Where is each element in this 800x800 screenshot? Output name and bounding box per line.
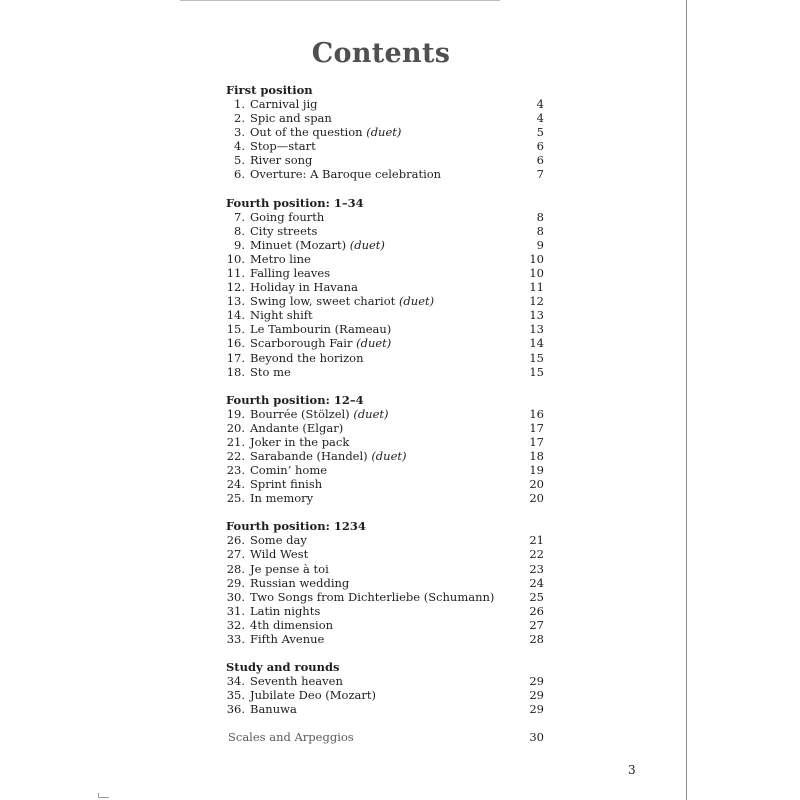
entry-number: 7. (234, 209, 245, 224)
entry-title-text: Stop—start (250, 139, 316, 154)
entry-title (250, 308, 313, 322)
toc-entry (226, 97, 546, 111)
entry-title (250, 435, 349, 449)
toc-entry (226, 562, 546, 576)
toc-entry (226, 322, 546, 336)
entry-title (250, 491, 313, 505)
page-title: Contents (311, 38, 451, 69)
entry-page: 13 (529, 308, 544, 323)
entry-title (250, 533, 307, 547)
toc-entry (226, 435, 546, 449)
entry-number: 13. (226, 294, 245, 309)
entry-title-text: Going fourth (250, 209, 325, 224)
toc-entry (226, 688, 546, 702)
entry-number: 9. (234, 237, 245, 252)
entry-page: 15 (529, 364, 544, 379)
entry-title-text: Scarborough Fair (250, 336, 357, 351)
toc-entry (226, 407, 546, 421)
entry-title (250, 576, 349, 590)
toc-entry (226, 533, 546, 547)
entry-title-text: Metro line (250, 251, 311, 266)
entry-title (250, 238, 385, 252)
entry-title-text: Seventh heaven (250, 674, 343, 689)
entry-title (250, 674, 343, 688)
entry-page: 9 (536, 237, 544, 252)
entry-page: 23 (529, 561, 544, 576)
entry-title-text: Jubilate Deo (Mozart) (250, 688, 376, 703)
entry-title (250, 562, 329, 576)
entry-number: 17. (226, 350, 245, 365)
toc-entry (226, 111, 546, 125)
entry-title (250, 407, 389, 421)
entry-title-note: (duet) (356, 336, 392, 351)
entry-title-note: (duet) (349, 237, 385, 252)
toc-entry (226, 351, 546, 365)
entry-title-note: (duet) (366, 125, 402, 140)
appendix-page: 30 (529, 730, 544, 745)
entry-title (250, 153, 312, 167)
entry-title-text: Je pense à toi (250, 561, 329, 576)
entry-number: 18. (226, 364, 245, 379)
entry-title-text: Wild West (250, 547, 309, 562)
page-top-edge (180, 0, 500, 1)
entry-page: 18 (529, 448, 544, 463)
entry-number: 14. (226, 308, 245, 323)
entry-number: 26. (226, 533, 245, 548)
entry-number: 29. (226, 575, 245, 590)
entry-page: 12 (529, 294, 544, 309)
entry-title (250, 351, 363, 365)
entry-title-note: (duet) (353, 406, 389, 421)
entry-title (250, 365, 291, 379)
toc-entry (226, 463, 546, 477)
entry-number: 11. (226, 265, 245, 280)
entry-number: 36. (226, 702, 245, 717)
entry-title-text: River song (250, 153, 313, 168)
entry-number: 31. (226, 603, 245, 618)
toc-entry (226, 224, 546, 238)
entry-title (250, 139, 316, 153)
entry-title-text: Andante (Elgar) (250, 420, 344, 435)
entry-page: 10 (529, 251, 544, 266)
entry-number: 4. (234, 139, 245, 154)
entry-page: 13 (529, 322, 544, 337)
entry-page: 11 (529, 280, 544, 295)
entry-number: 12. (226, 280, 245, 295)
toc-entry (226, 674, 546, 688)
entry-title (250, 294, 434, 308)
entry-number: 32. (226, 617, 245, 632)
entry-page: 29 (529, 674, 544, 689)
entry-number: 5. (234, 153, 245, 168)
entry-title (250, 224, 317, 238)
entry-number: 22. (226, 448, 245, 463)
entry-page: 8 (536, 209, 544, 224)
entry-title (250, 632, 324, 646)
entry-title-text: Joker in the pack (250, 434, 350, 449)
toc-entry (226, 547, 546, 561)
entry-title (250, 111, 332, 125)
entry-title (250, 210, 324, 224)
page-right-edge (686, 0, 687, 800)
entry-title (250, 477, 322, 491)
toc-entry (226, 491, 546, 505)
table-of-contents (226, 83, 546, 744)
toc-entry (226, 477, 546, 491)
section-heading: Fourth position: 12–4 (226, 392, 364, 407)
entry-title-text: In memory (250, 491, 314, 506)
entry-page: 28 (529, 632, 544, 646)
entry-page: 8 (536, 223, 544, 238)
entry-title (250, 336, 391, 350)
entry-title (250, 463, 327, 477)
toc-section (226, 519, 546, 646)
entry-number: 24. (226, 477, 245, 492)
toc-entry (226, 702, 546, 716)
toc-section (226, 660, 546, 716)
toc-entry (226, 153, 546, 167)
entry-page: 6 (536, 153, 544, 168)
section-spacer (226, 182, 546, 196)
entry-title-text: Sto me (250, 364, 291, 379)
entry-page: 22 (529, 547, 544, 562)
entry-page: 17 (529, 434, 544, 449)
entry-number: 16. (226, 336, 245, 351)
section-heading: Fourth position: 1234 (226, 519, 366, 534)
entry-title (250, 547, 308, 561)
toc-entry (226, 449, 546, 463)
section-spacer (226, 505, 546, 519)
entry-title-text: Latin nights (250, 603, 321, 618)
entry-number: 25. (226, 491, 245, 506)
entry-title (250, 688, 376, 702)
toc-entry (226, 590, 546, 604)
entry-number: 15. (226, 322, 245, 337)
toc-entry (226, 252, 546, 266)
entry-title (250, 97, 318, 111)
entry-page: 25 (529, 589, 544, 604)
toc-entry (226, 336, 546, 350)
entry-title (250, 322, 391, 336)
entry-page: 20 (529, 477, 544, 492)
page-number: 3 (628, 763, 636, 777)
toc-entry (226, 576, 546, 590)
entry-title (250, 280, 358, 294)
page-corner-mark (98, 793, 109, 798)
entry-page: 4 (536, 111, 544, 126)
entry-page: 16 (529, 406, 544, 421)
entry-title-text: Night shift (250, 308, 313, 323)
section-spacer (226, 646, 546, 660)
toc-section (226, 393, 546, 506)
section-heading: Study and rounds (226, 660, 340, 675)
entry-title-text: Two Songs from Dichterliebe (Schumann) (250, 589, 495, 604)
entry-number: 8. (234, 223, 245, 238)
toc-entry (226, 280, 546, 294)
entry-title (250, 618, 333, 632)
entry-title-text: Minuet (Mozart) (250, 237, 350, 252)
entry-page: 29 (529, 688, 544, 703)
entry-page: 4 (536, 97, 544, 111)
entry-number: 34. (226, 674, 245, 689)
entry-title (250, 125, 401, 139)
entry-number: 30. (226, 589, 245, 604)
entry-number: 6. (234, 167, 245, 182)
section-spacer (226, 716, 546, 730)
appendix-title: Scales and Arpeggios (228, 730, 354, 745)
entry-title (250, 449, 406, 463)
entry-number: 23. (226, 463, 245, 478)
toc-section (226, 196, 546, 379)
entry-title-text: Beyond the horizon (250, 350, 364, 365)
entry-title-text: Overture: A Baroque celebration (250, 167, 442, 182)
entry-number: 35. (226, 688, 245, 703)
entry-page: 5 (536, 125, 544, 140)
entry-page: 26 (529, 603, 544, 618)
entry-title-text: City streets (250, 223, 318, 238)
section-spacer (226, 379, 546, 393)
entry-page: 20 (529, 491, 544, 506)
entry-number: 33. (226, 632, 245, 646)
entry-page: 17 (529, 420, 544, 435)
entry-number: 20. (226, 420, 245, 435)
entry-page: 29 (529, 702, 544, 717)
entry-title-text: Holiday in Havana (250, 280, 358, 295)
toc-entry (226, 238, 546, 252)
entry-number: 19. (226, 406, 245, 421)
entry-number: 27. (226, 547, 245, 562)
toc-entry (226, 125, 546, 139)
entry-number: 2. (234, 111, 245, 126)
toc-entry (226, 365, 546, 379)
entry-title-text: Carnival jig (250, 97, 318, 111)
entry-title-text: Fifth Avenue (250, 632, 325, 646)
toc-entry (226, 167, 546, 181)
toc-entry (226, 139, 546, 153)
entry-page: 27 (529, 617, 544, 632)
entry-page: 15 (529, 350, 544, 365)
entry-title (250, 702, 297, 716)
entry-title (250, 167, 441, 181)
entry-page: 10 (529, 265, 544, 280)
appendix-entry (226, 730, 546, 744)
entry-title-note: (duet) (371, 448, 407, 463)
entry-number: 21. (226, 434, 245, 449)
entry-page: 24 (529, 575, 544, 590)
toc-entry (226, 210, 546, 224)
entry-title-text: 4th dimension (250, 617, 334, 632)
entry-title-text: Out of the question (250, 125, 367, 140)
entry-title (250, 252, 311, 266)
entry-title-text: Some day (250, 533, 307, 548)
entry-title-text: Comin’ home (250, 463, 328, 478)
section-heading: Fourth position: 1–34 (226, 195, 364, 210)
entry-title-text: Le Tambourin (Rameau) (250, 322, 392, 337)
entry-title-text: Spic and span (250, 111, 332, 126)
entry-page: 6 (536, 139, 544, 154)
entry-title-note: (duet) (398, 294, 435, 309)
toc-entry (226, 632, 546, 646)
entry-title-text: Sarabande (Handel) (250, 448, 372, 463)
toc-entry (226, 266, 546, 280)
entry-title-text: Russian wedding (250, 575, 350, 590)
entry-page: 14 (529, 336, 544, 351)
entry-title-text: Bourrée (Stölzel) (250, 406, 354, 421)
entry-number: 10. (226, 251, 245, 266)
entry-number: 3. (234, 125, 245, 140)
entry-title-text: Falling leaves (250, 265, 331, 280)
section-heading: First position (226, 83, 313, 97)
entry-page: 19 (529, 463, 544, 478)
entry-title (250, 421, 343, 435)
entry-title-text: Swing low, sweet chariot (250, 294, 399, 309)
entry-page: 7 (536, 167, 544, 182)
entry-title (250, 604, 320, 618)
toc-entry (226, 618, 546, 632)
toc-entry (226, 294, 546, 308)
toc-section (226, 83, 546, 182)
toc-entry (226, 308, 546, 322)
entry-number: 1. (234, 97, 245, 111)
entry-number: 28. (226, 561, 245, 576)
entry-title-text: Sprint finish (250, 477, 323, 492)
entry-title-text: Banuwa (250, 702, 297, 717)
entry-title (250, 266, 330, 280)
toc-entry (226, 421, 546, 435)
entry-page: 21 (529, 533, 544, 548)
entry-title (250, 590, 494, 604)
toc-entry (226, 604, 546, 618)
